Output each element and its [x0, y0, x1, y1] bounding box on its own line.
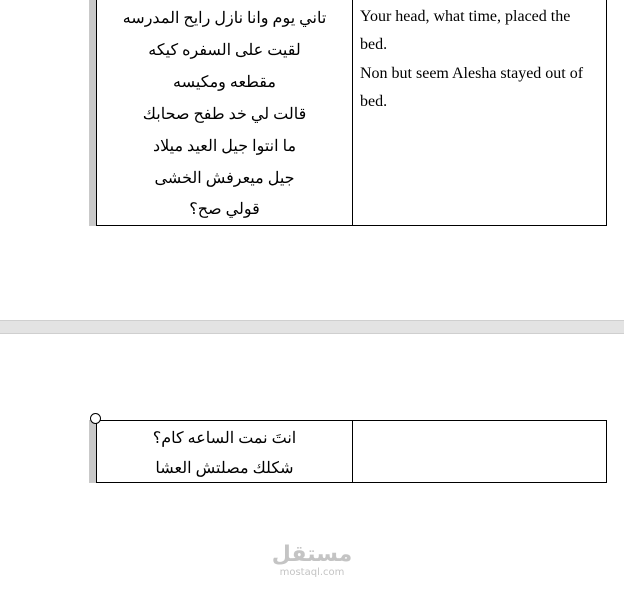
- english-line: Your head, what time, placed the: [360, 8, 571, 25]
- arabic-line: قولي صح؟: [189, 201, 260, 218]
- english-cell[interactable]: [353, 0, 606, 225]
- page-break-separator: [0, 320, 624, 334]
- english-line: bed.: [360, 36, 388, 53]
- arabic-line: تاني يوم وانا نازل رايح المدرسه: [122, 10, 327, 27]
- arabic-line: قالت لي خد طفح صحابك: [142, 106, 307, 123]
- watermark-latin: mostaql.com: [279, 567, 345, 578]
- arabic-line: ما انتوا جيل العيد ميلاد: [152, 138, 297, 155]
- table-selection-bar: [89, 420, 96, 483]
- arabic-line: انتَ نمت الساعه كام؟: [152, 430, 297, 447]
- table-selection-bar: [89, 0, 96, 226]
- english-line: bed.: [360, 93, 388, 110]
- watermark-logo: [262, 543, 362, 579]
- watermark-arabic: مستقل: [271, 542, 353, 567]
- arabic-line: مقطعه ومكيسه: [173, 74, 276, 91]
- english-line: Non but seem Alesha stayed out of: [360, 65, 584, 82]
- arabic-line: شكلك مصلتش العشا: [155, 460, 294, 477]
- table-move-handle[interactable]: [90, 413, 101, 424]
- translation-table-bottom: [96, 420, 607, 483]
- arabic-line: لقيت على السفره كيكه: [148, 42, 301, 59]
- english-cell[interactable]: [353, 421, 606, 482]
- translation-table-top: [96, 0, 607, 226]
- arabic-cell[interactable]: [97, 421, 352, 482]
- arabic-cell[interactable]: [97, 0, 352, 225]
- arabic-line: جيل ميعرفش الخشى: [154, 170, 295, 187]
